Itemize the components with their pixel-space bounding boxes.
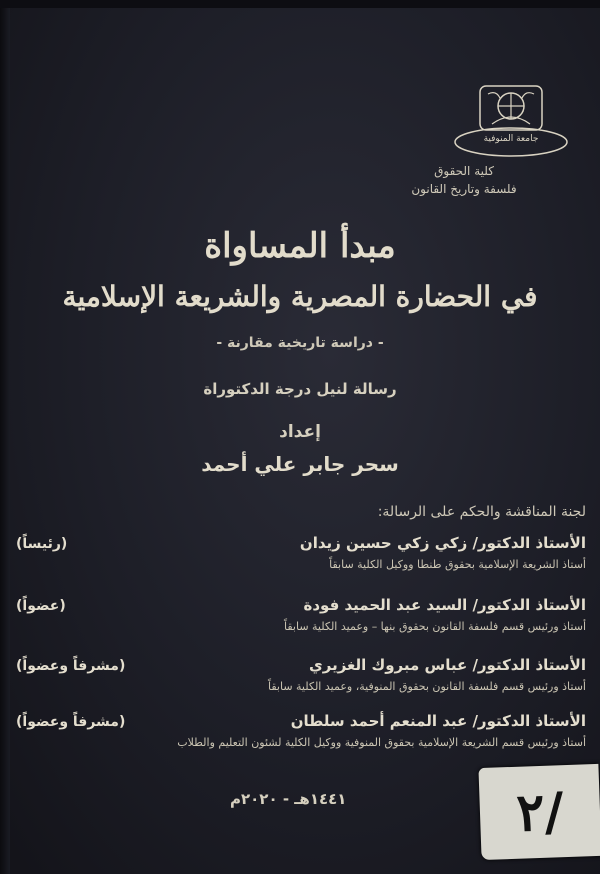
committee-member (16, 596, 586, 633)
member-name: الأستاذ الدكتور/ عباس مبروك الغزيري (308, 656, 586, 674)
library-sticker (478, 764, 600, 860)
member-role: (عضواً) (16, 598, 66, 614)
degree-statement: رسالة لنيل درجة الدكتوراة (203, 380, 397, 398)
university-emblem-icon (452, 80, 570, 160)
thesis-subtitle: - دراسة تاريخية مقارنة - (216, 335, 384, 351)
member-name: الأستاذ الدكتور/ زكي زكي حسين زيدان (299, 534, 586, 552)
committee-heading: لجنة المناقشة والحكم على الرسالة: (377, 504, 586, 520)
member-role: (رئيساً) (16, 536, 68, 552)
committee-member (16, 712, 586, 749)
member-name: الأستاذ الدكتور/ السيد عبد الحميد فودة (303, 596, 586, 614)
emblem-caption: جامعة المنوفية (483, 134, 539, 144)
committee-member (16, 534, 586, 571)
faculty-name: كلية الحقوق (434, 164, 494, 178)
member-position: أستاذ ورئيس قسم فلسفة القانون بحقوق بنها – وعميد الكلية سابقاً (283, 620, 586, 633)
member-role: (مشرفاً وعضواً) (16, 658, 126, 674)
committee-member (16, 656, 586, 693)
member-role: (مشرفاً وعضواً) (16, 714, 126, 730)
thesis-title-line1: مبدأ المساواة (204, 226, 396, 266)
sticker-number: ٢/ (515, 780, 565, 844)
page-edge-top (0, 0, 600, 8)
publication-year: ١٤٤١هـ - ٢٠٢٠م (230, 790, 347, 808)
member-position: أستاذ ورئيس قسم فلسفة القانون بحقوق المنوفية، وعميد الكلية سابقاً (267, 680, 586, 693)
member-position: أستاذ الشريعة الإسلامية بحقوق طنطا ووكيل الكلية سابقاً (329, 558, 586, 571)
faculty-info (364, 162, 564, 198)
prepared-by-label: إعداد (279, 422, 321, 442)
author-name: سحر جابر علي أحمد (201, 452, 399, 476)
member-position: أستاذ ورئيس قسم الشريعة الإسلامية بحقوق المنوفية ووكيل الكلية لشئون التعليم والطلاب (177, 736, 586, 749)
member-name: الأستاذ الدكتور/ عبد المنعم أحمد سلطان (290, 712, 586, 730)
department-name: فلسفة وتاريخ القانون (411, 182, 517, 196)
thesis-title-line2: في الحضارة المصرية والشريعة الإسلامية (62, 280, 538, 313)
